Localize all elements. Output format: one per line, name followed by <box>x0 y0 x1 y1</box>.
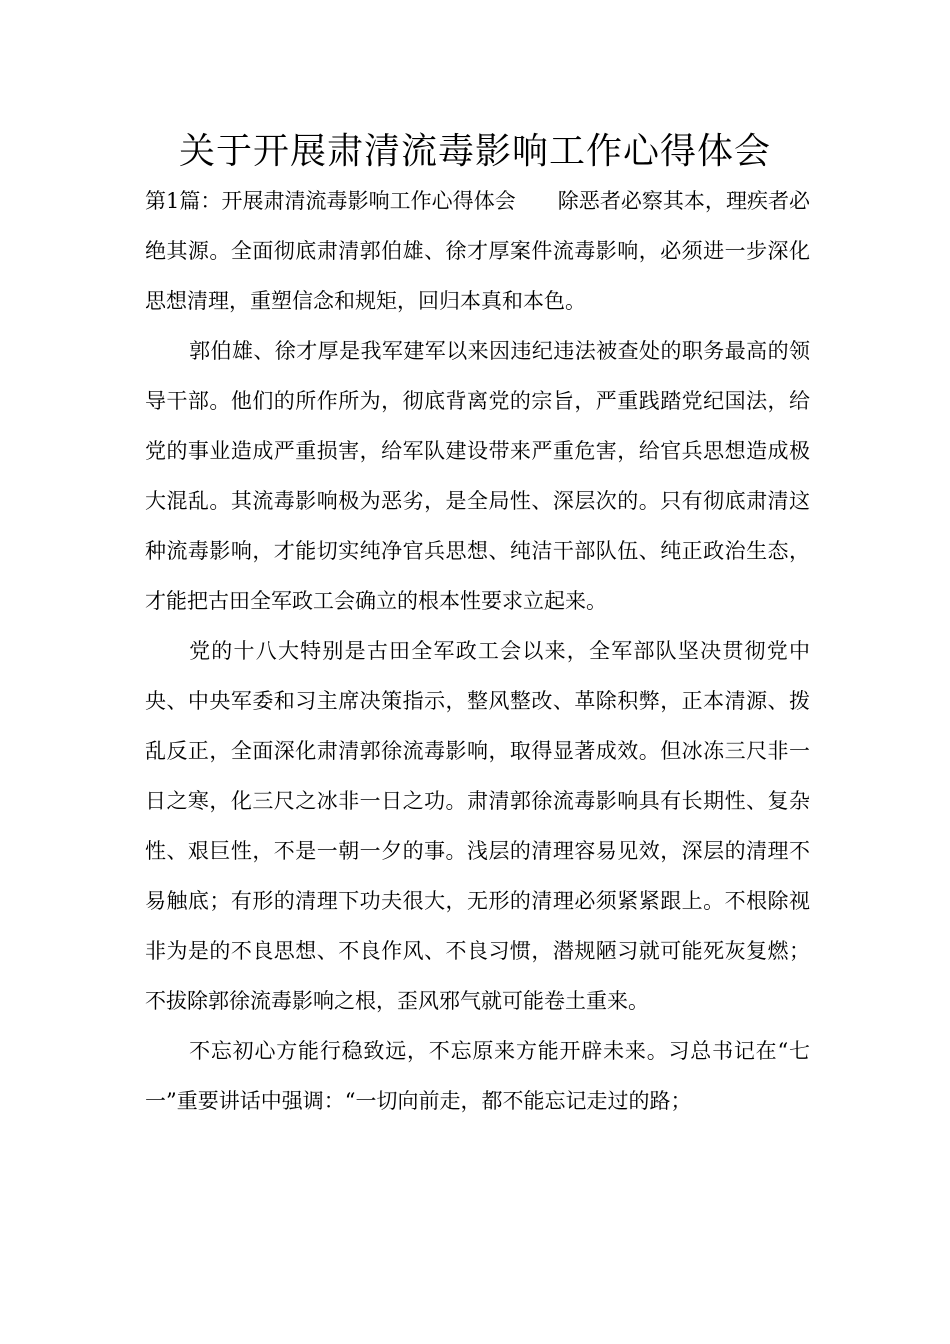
document-title: 关于开展肃清流毒影响工作心得体会 <box>178 131 771 172</box>
paragraph-3: 党的十八大特别是古田全军政工会以来，全军部队坚决贯彻党中央、中央军委和习主席决策指示，整风整改、革除积弊，正本清源、拨乱反正，全面深化肃清郭徐流毒影响，取得显著成效。但冰冻三尺非一日之寒，化三尺之冰非一日之功。肃清郭徐流毒影响具有长期性、复杂性、艰巨性，不是一朝一夕的事。浅层的清理容易见效，深层的清理不易触底；有形的清理下功夫很大，无形的清理必须紧紧跟上。不根除视非为是的不良思想、不良作风、不良习惯，潜规陋习就可能死灰复燃；不拔除郭徐流毒影响之根，歪风邪气就可能卷土重来。 <box>145 639 810 1013</box>
document-body <box>145 176 810 1126</box>
paragraph-1 <box>145 176 810 326</box>
section-heading: 第1篇：开展肃清流毒影响工作心得体会 <box>145 189 516 213</box>
paragraph-4: 不忘初心方能行稳致远，不忘原来方能开辟未来。习总书记在“七一”重要讲话中强调：“一切向前走，都不能忘记走过的路； <box>145 1039 810 1113</box>
paragraph-2: 郭伯雄、徐才厚是我军建军以来因违纪违法被查处的职务最高的领导干部。他们的所作所为，彻底背离党的宗旨，严重践踏党纪国法，给党的事业造成严重损害，给军队建设带来严重危害，给官兵思想造成极大混乱。其流毒影响极为恶劣，是全局性、深层次的。只有彻底肃清这种流毒影响，才能切实纯净官兵思想、纯洁干部队伍、纯正政治生态，才能把古田全军政工会确立的根本性要求立起来。 <box>145 339 810 613</box>
paragraph-1-text: 除恶者必察其本，理疾者必绝其源。全面彻底肃清郭伯雄、徐才厚案件流毒影响，必须进一步深化思想清理，重塑信念和规矩，回归本真和本色。 <box>145 189 811 313</box>
